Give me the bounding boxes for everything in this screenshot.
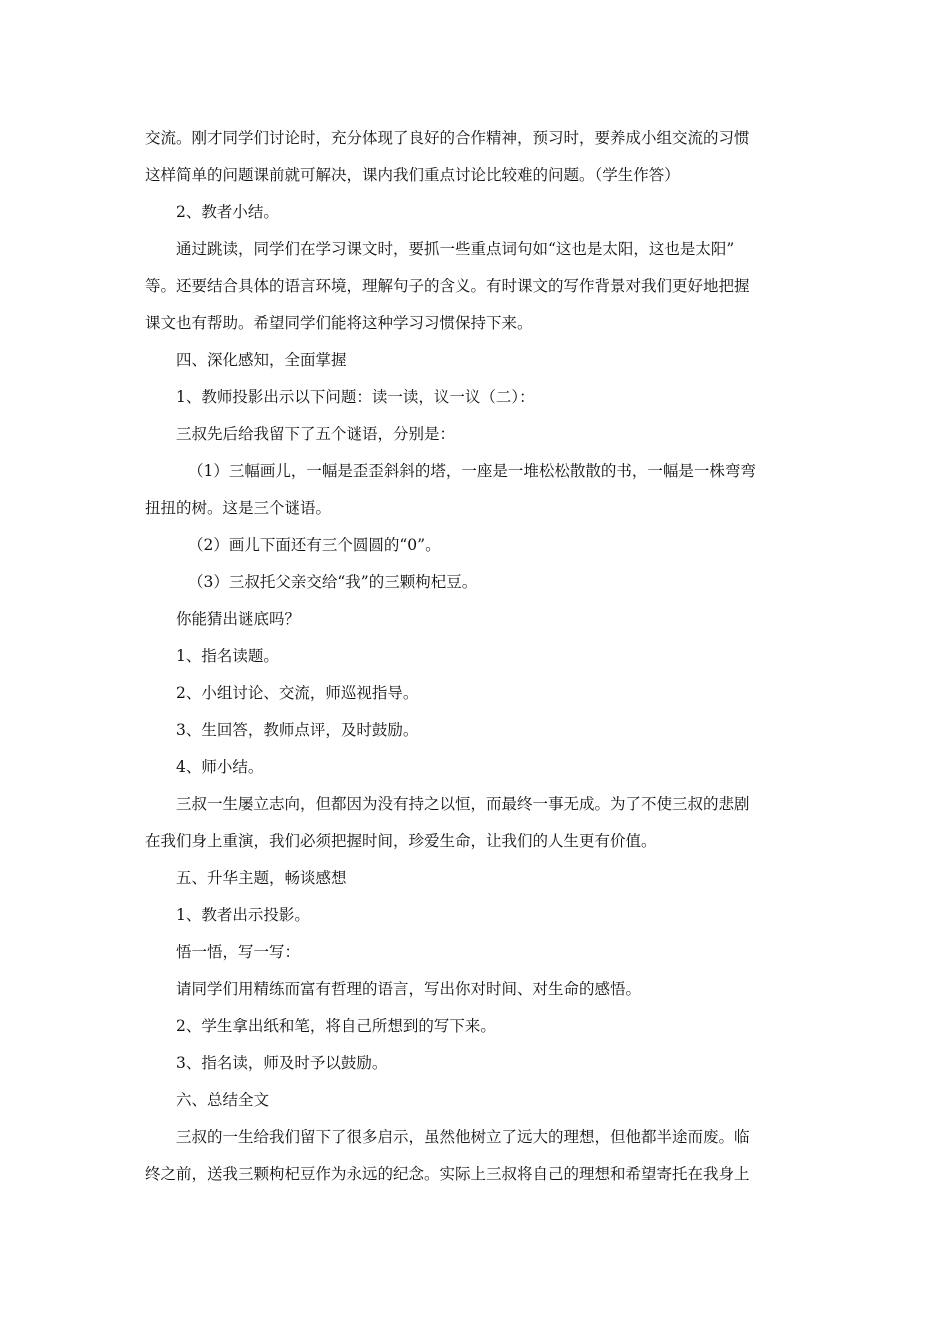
paragraph-line: 交流。刚才同学们讨论时，充分体现了良好的合作精神，预习时，要养成小组交流的习惯 (145, 129, 750, 147)
paragraph-line: 三叔一生屡立志向，但都因为没有持之以恒，而最终一事无成。为了不使三叔的悲剧 (176, 795, 750, 813)
riddle-item-2: （2）画儿下面还有三个圆圆的“0”。 (188, 536, 441, 554)
paragraph-line: 三叔的一生给我们留下了很多启示，虽然他树立了远大的理想，但他都半途而废。临 (176, 1128, 750, 1146)
list-item: 3、生回答，教师点评，及时鼓励。 (176, 721, 419, 739)
section-heading-6: 六、总结全文 (176, 1091, 270, 1109)
riddle-item-1: （1）三幅画儿，一幅是歪歪斜斜的塔，一座是一堆松松散散的书，一幅是一株弯弯 (188, 462, 756, 480)
list-item: 1、教者出示投影。 (176, 906, 310, 924)
paragraph-line: 终之前，送我三颗枸杞豆作为永远的纪念。实际上三叔将自己的理想和希望寄托在我身上 (145, 1165, 750, 1183)
list-item: 2、小组讨论、交流，师巡视指导。 (176, 684, 419, 702)
paragraph-line: 三叔先后给我留下了五个谜语，分别是： (176, 425, 456, 443)
paragraph-line: 在我们身上重演，我们必须把握时间，珍爱生命，让我们的人生更有价值。 (145, 832, 657, 850)
paragraph-line: 请同学们用精练而富有哲理的语言，写出你对时间、对生命的感悟。 (176, 980, 642, 998)
document-body (145, 120, 810, 1193)
paragraph-line: 你能猜出谜底吗？ (176, 610, 301, 628)
list-item: 3、指名读，师及时予以鼓励。 (176, 1054, 388, 1072)
paragraph-line: 通过跳读，同学们在学习课文时，要抓一些重点词句如“这也是太阳，这也是太阳” (176, 240, 735, 258)
paragraph-line: 扭扭的树。这是三个谜语。 (145, 499, 332, 517)
list-item: 1、教师投影出示以下问题：读一读，议一议（二）： (176, 388, 535, 406)
section-heading-5: 五、升华主题，畅谈感想 (176, 869, 347, 887)
riddle-item-3: （3）三叔托父亲交给“我”的三颗枸杞豆。 (188, 573, 478, 591)
section-heading-4: 四、深化感知，全面掌握 (176, 351, 347, 369)
paragraph-line: 这样简单的问题课前就可解决，课内我们重点讨论比较难的问题。（学生作答） (145, 166, 680, 184)
paragraph-line: 悟一悟，写一写： (176, 943, 301, 961)
paragraph-line: 等。还要结合具体的语言环境，理解句子的含义。有时课文的写作背景对我们更好地把握 (145, 277, 750, 295)
paragraph-line: 课文也有帮助。希望同学们能将这种学习习惯保持下来。 (145, 314, 533, 332)
list-item: 1、指名读题。 (176, 647, 279, 665)
list-item: 2、学生拿出纸和笔，将自己所想到的写下来。 (176, 1017, 496, 1035)
list-item: 4、师小结。 (176, 758, 264, 776)
list-item-teacher-summary: 2、教者小结。 (176, 203, 279, 221)
